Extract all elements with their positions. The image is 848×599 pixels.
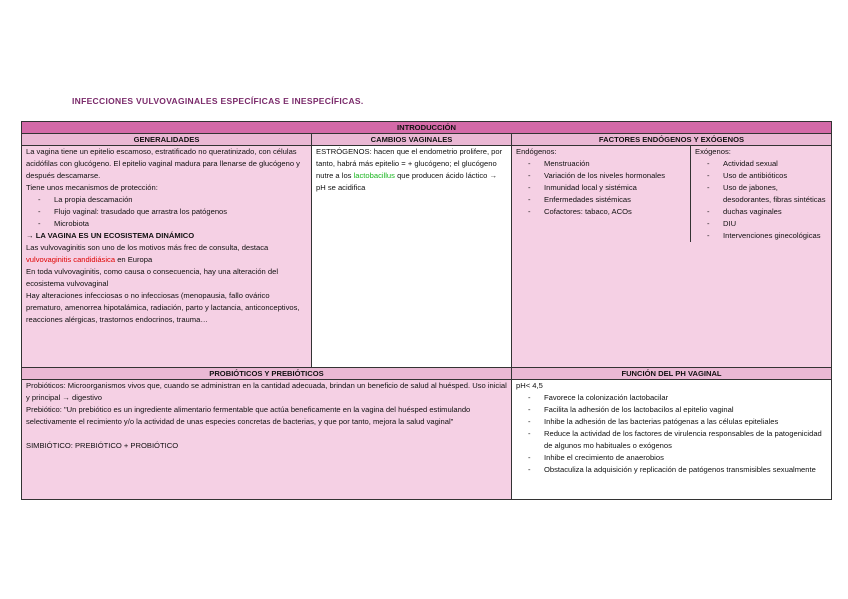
list-item: - Reduce la actividad de los factores de virulencia responsables de la patogenicidad de algunos mo habituales o exógenos [516, 428, 827, 452]
factores-cell [512, 146, 832, 368]
list-item: - Inhibe la adhesión de las bacterias patógenas a las células epiteliales [516, 416, 827, 428]
list-item: - Obstaculiza la adquisición y replicación de patógenos transmisibles sexualmente [516, 464, 827, 476]
document-title: INFECCIONES VULVOVAGINALES ESPECÍFICAS E INESPECÍFICAS. [72, 96, 364, 106]
list-item: - Favorece la colonización lactobacilar [516, 392, 827, 404]
factores-header: FACTORES ENDÓGENOS Y EXÓGENOS [512, 134, 832, 146]
generalidades-p5: Hay alteraciones infecciosas o no infecciosas (menopausia, fallo ovárico prematuro, amenorrea hipotalámica, radiación, parto y lactancia, anticonceptivos, reacciones alérgicas, trastornos endocrinos, trauma… [26, 291, 300, 324]
simbiotico-text: SIMBIÓTICO: PREBIÓTICO + PROBIÓTICO [26, 441, 179, 450]
lactobacillus-highlight: lactobacillus [353, 171, 395, 180]
list-item: - Variación de los niveles hormonales [516, 170, 686, 182]
mechanisms-list [26, 194, 307, 230]
list-item: - Intervenciones ginecológicas [695, 230, 827, 242]
endogenos-column [512, 146, 690, 242]
generalidades-p1: La vagina tiene un epitelio escamoso, estratificado no queratinizado, con células acidófilas con glucógeno. El epitelio vaginal madura para llenarse de glucógeno y después descamarse. [26, 147, 300, 180]
ph-cell [512, 380, 832, 500]
exogenos-column [690, 146, 831, 242]
intro-header: INTRODUCCIÓN [22, 122, 832, 134]
list-item: - DIU [695, 218, 827, 230]
ph-functions-list [516, 392, 827, 476]
prebiotico-text: Prebiótico: "Un prebiótico es un ingrediente alimentario fermentable que actúa beneficamente en la vagina del huésped estimulando selectivamente el recimiento y/o la actividad de unas especies concretas de bacterias, y que por tanto, mejora la salud vaginal" [26, 405, 471, 426]
cambios-header: CAMBIOS VAGINALES [312, 134, 512, 146]
list-item: - Inhibe el crecimiento de anaerobios [516, 452, 827, 464]
list-item: - Actividad sexual [695, 158, 827, 170]
list-item: - La propia descamación [26, 194, 307, 206]
cambios-text: ESTRÓGENOS: hacen que el endometrio prolifere, por tanto, habrá más epitelio = + glucógeno; el glucógeno nutre a los lactobacillus que producen ácido láctico → pH se acidifica [316, 147, 503, 192]
ph-header: FUNCIÓN DEL PH VAGINAL [512, 368, 832, 380]
endogenos-label: Endógenos: [516, 147, 557, 156]
candidiasis-highlight: vulvovaginitis candidiásica [26, 255, 116, 264]
list-item: - Inmunidad local y sistémica [516, 182, 686, 194]
generalidades-p2: Tiene unos mecanismos de protección: [26, 183, 158, 192]
cambios-cell [312, 146, 512, 368]
generalidades-cell [22, 146, 312, 368]
probioticos-text: Probióticos: Microorganismos vivos que, cuando se administran en la cantidad adecuada, brindan un beneficio de salud al huésped. Uso inicial y principal → digestivo [26, 381, 507, 402]
content-table [21, 121, 832, 500]
list-item: - Facilita la adhesión de los lactobacilos al epitelio vaginal [516, 404, 827, 416]
list-item: - Uso de antibióticos [695, 170, 827, 182]
probioticos-cell [22, 380, 512, 500]
list-item: - Uso de jabones, desodorantes, fibras sintéticas [695, 182, 827, 206]
list-item: - Flujo vaginal: trasudado que arrastra los patógenos [26, 206, 307, 218]
list-item: - Microbiota [26, 218, 307, 230]
list-item: - Cofactores: tabaco, ACOs [516, 206, 686, 218]
ecosystem-statement: → LA VAGINA ES UN ECOSISTEMA DINÁMICO [26, 231, 195, 240]
exogenos-label: Exógenos: [695, 147, 731, 156]
generalidades-header: GENERALIDADES [22, 134, 312, 146]
generalidades-p3: Las vulvovaginitis son uno de los motivos más frec de consulta, destaca vulvovaginitis candidiásica en Europa [26, 243, 269, 264]
generalidades-p4: En toda vulvovaginitis, como causa o consecuencia, hay una alteración del ecosistema vulvovaginal [26, 267, 279, 288]
probioticos-header: PROBIÓTICOS Y PREBIÓTICOS [22, 368, 512, 380]
list-item: - Menstruación [516, 158, 686, 170]
list-item: - Enfermedades sistémicas [516, 194, 686, 206]
ph-label: pH< 4,5 [516, 381, 543, 390]
list-item: - duchas vaginales [695, 206, 827, 218]
